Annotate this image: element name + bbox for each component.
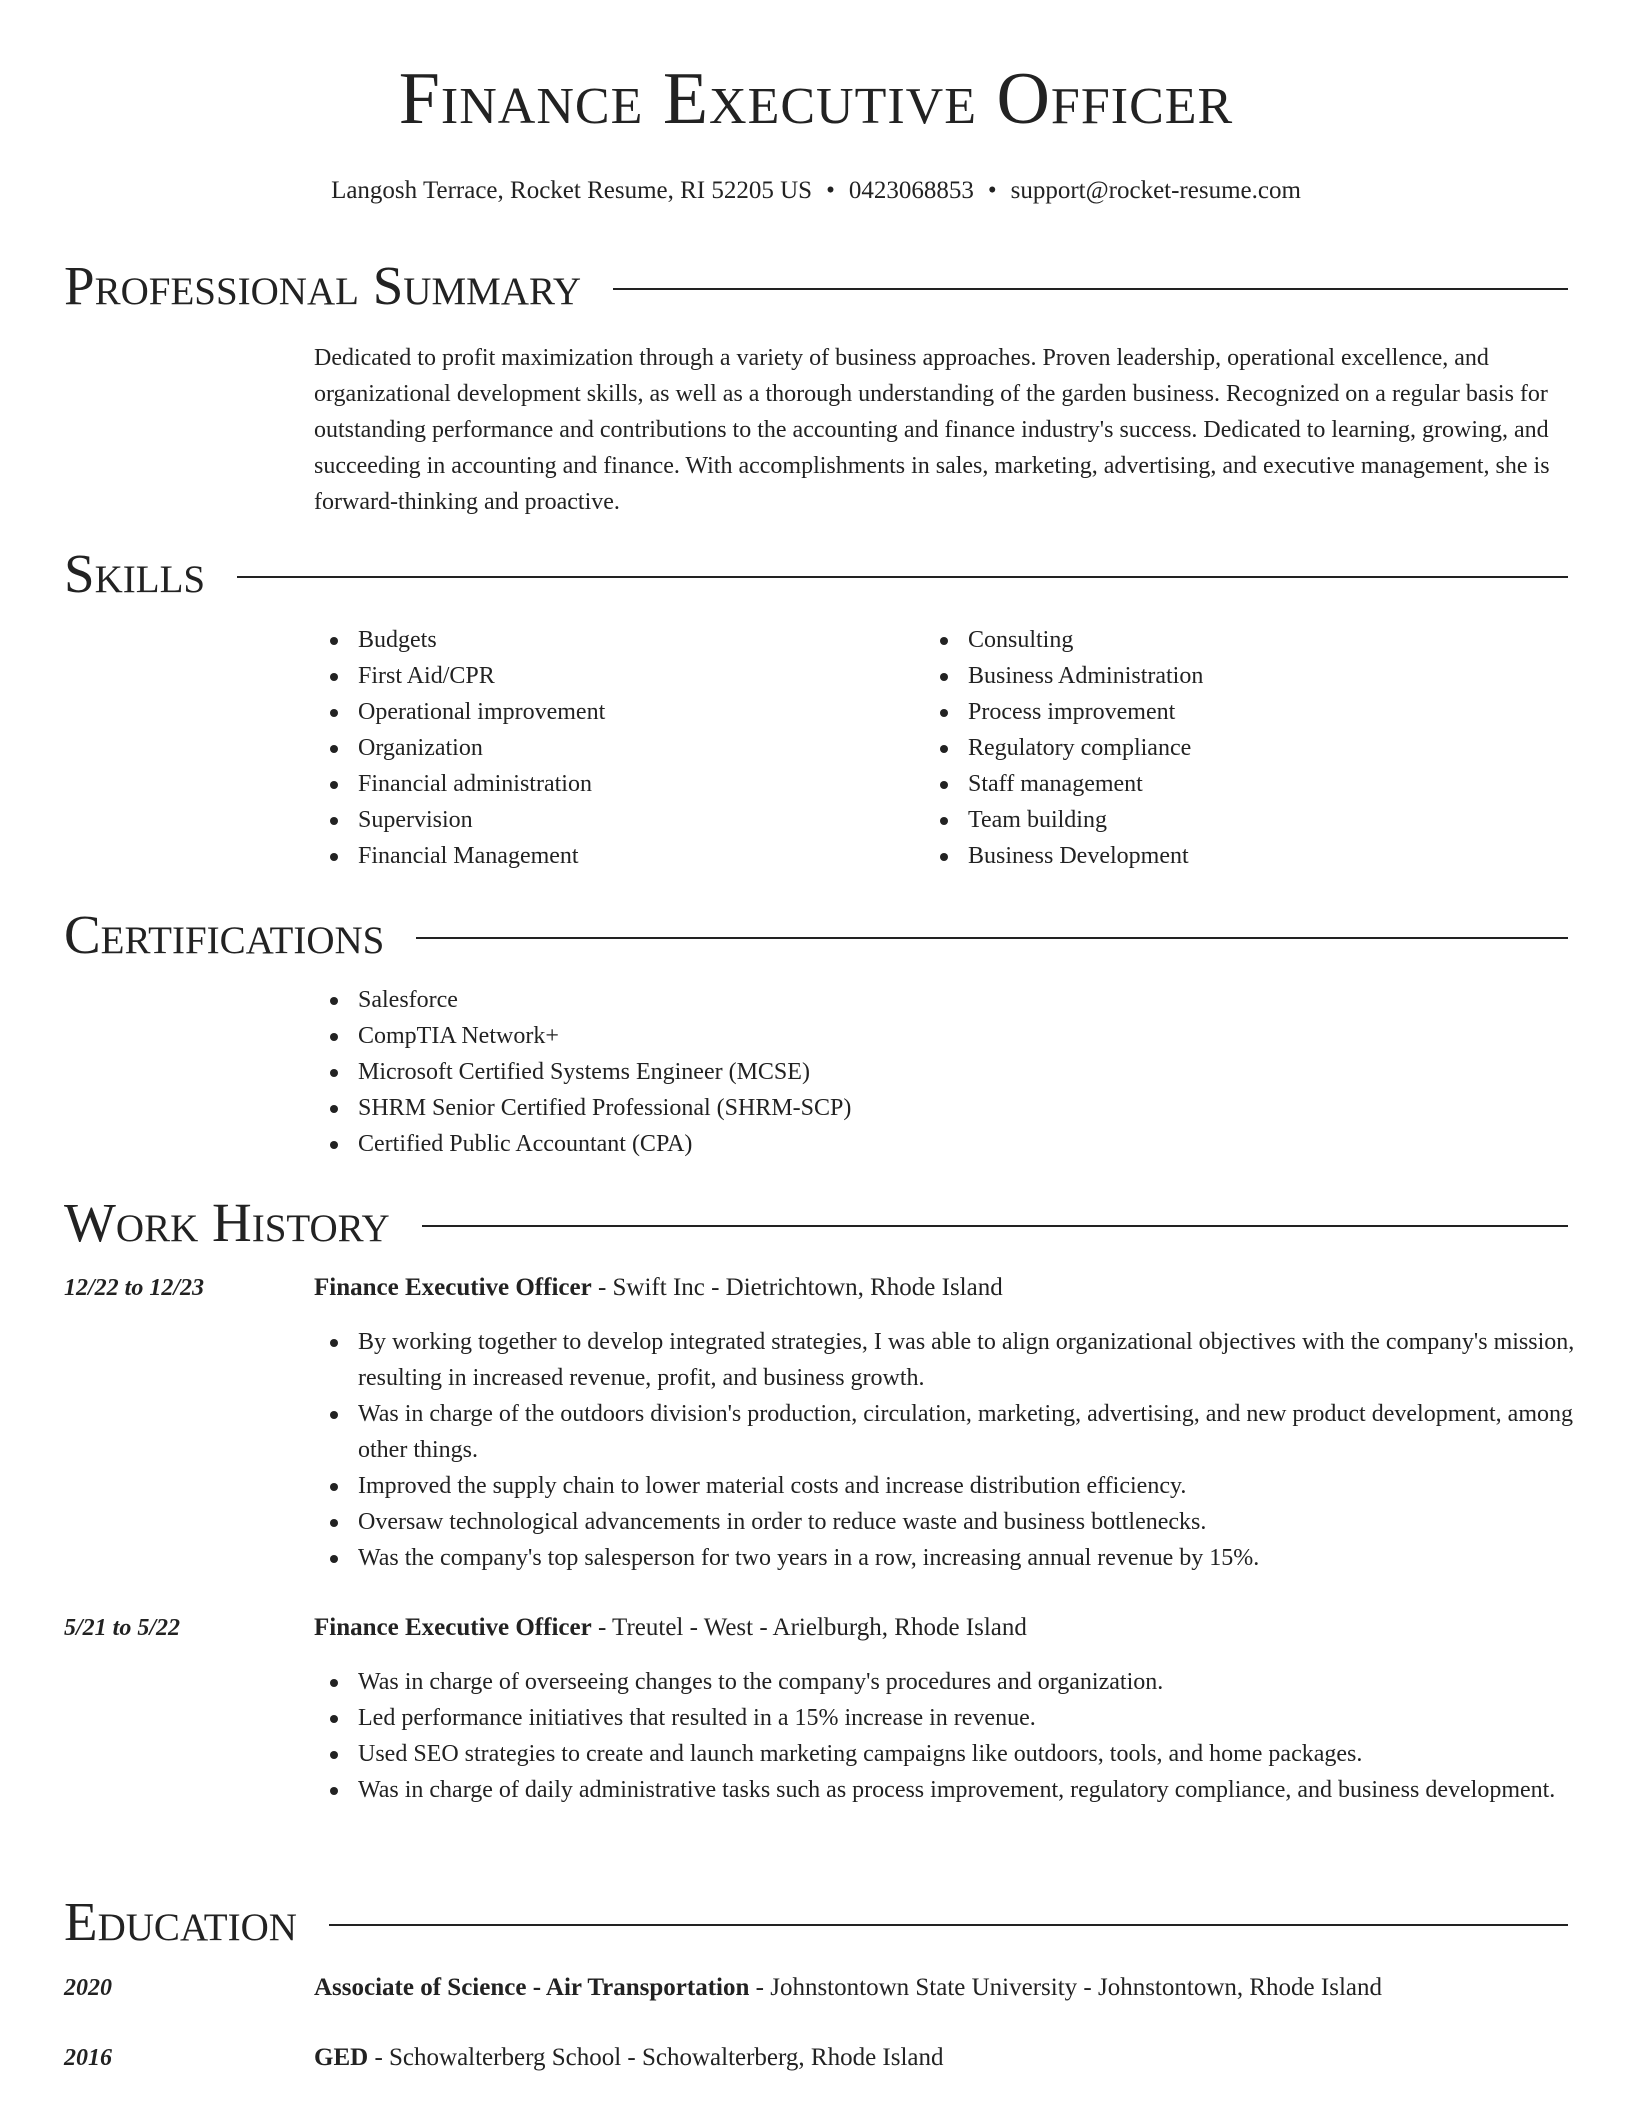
certification-item: Microsoft Certified Systems Engineer (MCSE): [358, 1054, 1614, 1090]
skill-item: Business Administration: [968, 658, 1568, 694]
job-dates: 5/21 to 5/22: [64, 1615, 181, 1641]
summary-text: Dedicated to profit maximization through a variety of business approaches. Proven leadership, operational excellence, and organizational development skills, as well as a thorough understanding of the garden business. Recognized on a regular basis for outstanding performance and contributions to the accounting and finance industry's success. Dedicated to learning, growing, and succeeding in accounting and finance. With accomplishments in sales, marketing, advertising, and executive management, she is forward-thinking and proactive.: [314, 345, 1550, 515]
job-bullet: Was in charge of the outdoors division's production, circulation, marketing, advertising, and new product development, among other things.: [358, 1396, 1614, 1468]
skill-item: Financial Management: [358, 838, 918, 874]
skill-item: Supervision: [358, 802, 918, 838]
job-title: Finance Executive Officer: [314, 1614, 592, 1641]
job-bullet: Was in charge of daily administrative tasks such as process improvement, regulatory compliance, and business development.: [358, 1772, 1614, 1808]
education-degree: Associate of Science - Air Transportation: [314, 1974, 750, 2001]
section-divider: [237, 576, 1568, 578]
contact-email: support@rocket-resume.com: [1010, 177, 1301, 204]
skill-item: Operational improvement: [358, 694, 918, 730]
certification-item: SHRM Senior Certified Professional (SHRM-SCP): [358, 1090, 1614, 1126]
job-heading: [314, 1270, 1570, 1306]
resume-name: Finance Executive Officer: [398, 58, 1234, 140]
education-year: 2016: [64, 2045, 112, 2071]
education-degree: GED: [314, 2044, 369, 2071]
education-school-location: - Johnstontown State University - Johnstontown, Rhode Island: [749, 1974, 1382, 2001]
contact-phone: 0423068853: [848, 177, 974, 204]
section-divider: [613, 288, 1568, 290]
job-heading: [314, 1610, 1570, 1646]
section-header-education: [64, 1891, 1568, 1952]
section-divider: [422, 1225, 1568, 1227]
certification-item: CompTIA Network+: [358, 1018, 1614, 1054]
skills-list-left: [314, 622, 918, 874]
job-company-location: - Swift Inc - Dietrichtown, Rhode Island: [591, 1274, 1003, 1301]
skill-item: Business Development: [968, 838, 1568, 874]
education-heading: [314, 1970, 1570, 2006]
job-title: Finance Executive Officer: [314, 1274, 592, 1301]
job-bullet: By working together to develop integrated strategies, I was able to align organizational objectives with the company's mission, resulting in increased revenue, profit, and business growth.: [358, 1324, 1614, 1396]
job-company-location: - Treutel - West - Arielburgh, Rhode Island: [591, 1614, 1027, 1641]
section-title-skills: Skills: [64, 543, 206, 604]
certification-item: Certified Public Accountant (CPA): [358, 1126, 1614, 1162]
skill-item: Process improvement: [968, 694, 1568, 730]
skill-item: Financial administration: [358, 766, 918, 802]
skills-list-right: [924, 622, 1568, 874]
job-bullet: Used SEO strategies to create and launch marketing campaigns like outdoors, tools, and home packages.: [358, 1736, 1614, 1772]
job-bullet: Oversaw technological advancements in order to reduce waste and business bottlenecks.: [358, 1504, 1614, 1540]
skill-item: Team building: [968, 802, 1568, 838]
education-school-location: - Schowalterberg School - Schowalterberg, Rhode Island: [368, 2044, 944, 2071]
job-bullet: Was in charge of overseeing changes to the company's procedures and organization.: [358, 1664, 1614, 1700]
section-header-certifications: [64, 904, 1568, 965]
skill-item: Staff management: [968, 766, 1568, 802]
certification-item: Salesforce: [358, 982, 1614, 1018]
job-bullet: Improved the supply chain to lower material costs and increase distribution efficiency.: [358, 1468, 1614, 1504]
section-divider: [416, 937, 1568, 939]
job-bullet: Led performance initiatives that resulted in a 15% increase in revenue.: [358, 1700, 1614, 1736]
skill-item: First Aid/CPR: [358, 658, 918, 694]
section-divider: [329, 1924, 1568, 1926]
job-bullets: [314, 1664, 1614, 1808]
section-header-work-history: [64, 1192, 1568, 1253]
section-title-education: Education: [64, 1891, 297, 1952]
section-header-summary: [64, 255, 1568, 316]
education-heading: [314, 2040, 1570, 2076]
contact-line: [0, 176, 1632, 206]
job-bullets: [314, 1324, 1614, 1576]
contact-address: Langosh Terrace, Rocket Resume, RI 52205 US: [331, 177, 813, 204]
contact-separator: •: [987, 177, 997, 204]
skill-item: Budgets: [358, 622, 918, 658]
section-title-certifications: Certifications: [64, 904, 385, 965]
certifications-list: [314, 982, 1614, 1162]
section-title-work-history: Work History: [64, 1192, 390, 1253]
education-year: 2020: [64, 1975, 112, 2001]
contact-separator: •: [826, 177, 835, 204]
skill-item: Organization: [358, 730, 918, 766]
skill-item: Consulting: [968, 622, 1568, 658]
skill-item: Regulatory compliance: [968, 730, 1568, 766]
section-title-summary: Professional Summary: [64, 255, 582, 316]
section-header-skills: [64, 543, 1568, 604]
job-bullet: Was the company's top salesperson for two years in a row, increasing annual revenue by 15%.: [358, 1540, 1614, 1576]
job-dates: 12/22 to 12/23: [64, 1275, 205, 1301]
